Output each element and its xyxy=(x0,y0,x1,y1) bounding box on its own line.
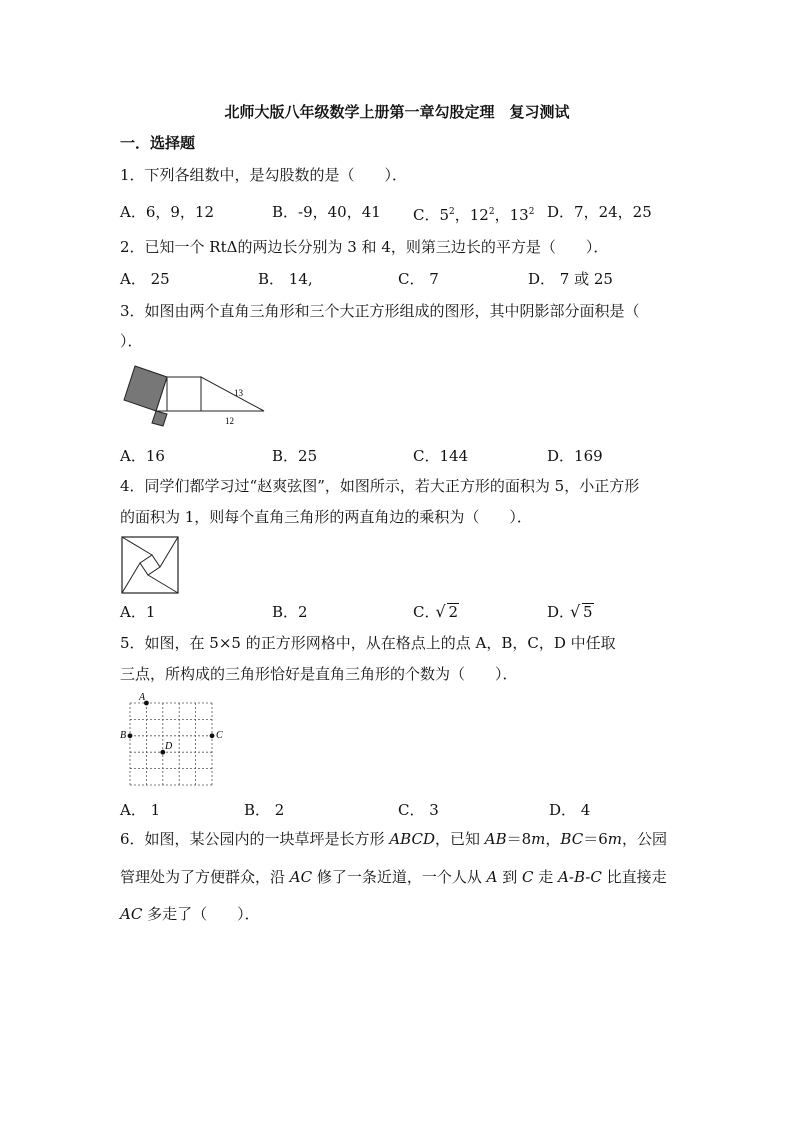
q5-point-b xyxy=(128,733,133,738)
q5-label-d: D xyxy=(165,741,173,752)
q4-option-b: B．2 xyxy=(272,603,308,621)
q5-grid-figure xyxy=(118,690,230,786)
q6-line2: 管理处为了方便群众，沿 AC 修了一条近道，一个人从 A 到 C 走 A-B-C 比直接走 xyxy=(120,868,667,886)
q5-option-c: C． 3 xyxy=(398,801,439,819)
q1-option-c: C．$5^2$，$12^2$，$13^2$ xyxy=(413,206,535,224)
q5-option-d: D． 4 xyxy=(549,801,591,819)
q3-label-13: 13 xyxy=(234,388,243,398)
q3-label-12: 12 xyxy=(225,416,234,426)
q4-option-d: D．√ 5 xyxy=(547,602,594,622)
q5-label-b: B xyxy=(120,730,127,741)
q3-figure xyxy=(120,362,270,428)
q3-stem-line1: 3．如图由两个直角三角形和三个大正方形组成的图形，其中阴影部分面积是（ xyxy=(120,302,640,320)
q4-stem-line1: 4．同学们都学习过“赵爽弦图”，如图所示，若大正方形的面积为 5，小正方形 xyxy=(120,477,640,495)
page-title: 北师大版八年级数学上册第一章勾股定理 复习测试 xyxy=(224,103,570,121)
q3-large-triangle xyxy=(201,377,264,411)
q4-option-c: C．√ 2 xyxy=(413,602,459,622)
q5-stem-line2: 三点，所构成的三角形恰好是直角三角形的个数为（ ）． xyxy=(120,665,518,683)
q5-option-a: A． 1 xyxy=(120,801,161,819)
q5-label-a: A xyxy=(139,692,146,703)
q4-stem-line2: 的面积为 1，则每个直角三角形的两直角边的乘积为（ ）． xyxy=(120,508,532,526)
q3-option-a: A．16 xyxy=(120,447,165,465)
q5-point-c xyxy=(210,733,215,738)
q2-option-c: C． 7 xyxy=(398,270,439,288)
q3-option-d: D．169 xyxy=(547,447,603,465)
q3-middle-square xyxy=(167,377,201,411)
q1-stem: 1．下列各组数中，是勾股数的是（ ）． xyxy=(120,166,408,184)
q5-label-c: C xyxy=(216,730,223,741)
q4-option-a: A．1 xyxy=(120,603,156,621)
q3-shaded-square-small xyxy=(152,411,167,426)
q2-option-a: A． 25 xyxy=(120,270,170,288)
q1-option-a: A．6，9，12 xyxy=(120,203,215,221)
q2-option-d: D． 7 或 25 xyxy=(528,270,613,288)
q2-stem: 2．已知一个 RtΔ的两边长分别为 3 和 4，则第三边长的平方是（ ）． xyxy=(120,238,609,256)
q6-line1: 6．如图，某公园内的一块草坪是长方形 ABCD，已知 AB＝8m，BC＝6m，公园 xyxy=(120,830,667,848)
q2-option-b: B． 14, xyxy=(258,270,313,288)
q6-line3: AC 多走了（ ）． xyxy=(120,905,260,923)
q4-zhao-shuang-diagram xyxy=(121,536,179,594)
q5-stem-line1: 5．如图，在 5×5 的正方形网格中，从在格点上的点 A，B，C，D 中任取 xyxy=(120,634,616,652)
section-heading: 一．选择题 xyxy=(120,134,196,152)
q3-option-b: B．25 xyxy=(272,447,318,465)
q3-option-c: C．144 xyxy=(413,447,469,465)
q1-option-d: D．7，24，25 xyxy=(547,203,652,221)
q3-stem-line2: ）． xyxy=(120,332,143,350)
q1-option-b: B．-9，40，41 xyxy=(272,203,381,221)
q5-option-b: B． 2 xyxy=(244,801,285,819)
